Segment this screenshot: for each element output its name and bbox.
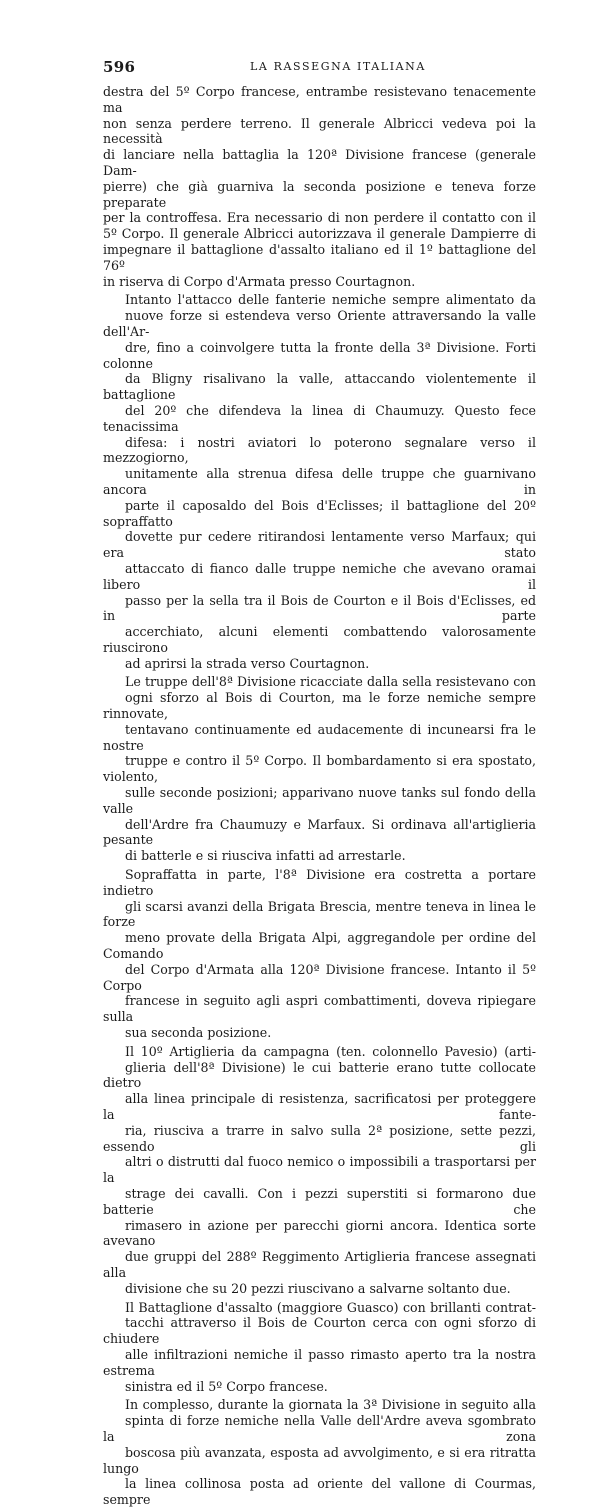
text-line: tentavano continuamente ed audacemente di incunearsi fra le nostre bbox=[103, 721, 536, 753]
text-line: meno provate della Brigata Alpi, aggregandole per ordine del Comando bbox=[103, 930, 536, 962]
body-text bbox=[103, 84, 536, 1508]
text-line: strage dei cavalli. Con i pezzi superstiti si formarono due batterie che bbox=[103, 1185, 536, 1217]
text-line: attaccato di fianco dalle truppe nemiche che avevano oramai libero il bbox=[103, 560, 536, 592]
text-line: del 20º che difendeva la linea di Chaumuzy. Questo fece tenacissima bbox=[103, 402, 536, 434]
paragraph bbox=[103, 1044, 536, 1297]
text-line: Sopraffatta in parte, l'8ª Divisione era costretta a portare indietro bbox=[103, 867, 536, 898]
page-number: 596 bbox=[103, 58, 136, 76]
text-line: spinta di forze nemiche nella Valle dell'Ardre aveva sgombrato la zona bbox=[103, 1413, 536, 1444]
text-line: glieria dell'8ª Divisione) le cui batterie erano tutte collocate dietro bbox=[103, 1059, 536, 1091]
text-line: da Bligny risalivano la valle, attaccando violentemente il battaglione bbox=[103, 371, 536, 403]
text-line: unitamente alla strenua difesa delle truppe che guarnivano ancora in bbox=[103, 466, 536, 497]
text-line: parte il caposaldo del Bois d'Eclisses; il battaglione del 20º sopraffatto bbox=[103, 497, 536, 529]
text-line: tacchi attraverso il Bois de Courton cerca con ogni sforzo di chiudere bbox=[103, 1315, 536, 1347]
text-line: impegnare il battaglione d'assalto italiano ed il 1º battaglione del 76º bbox=[103, 241, 536, 273]
paragraph bbox=[103, 292, 536, 671]
text-line: boscosa più avanzata, esposta ad avvolgimento, e si era ritratta lungo bbox=[103, 1444, 536, 1476]
text-line: per la controffesa. Era necessario di non perdere il contatto con il bbox=[103, 210, 536, 226]
text-line: divisione che su 20 pezzi riuscivano a salvarne soltanto due. bbox=[125, 1280, 511, 1296]
text-line: di batterle e si riusciva infatti ad arrestarle. bbox=[125, 848, 406, 864]
text-line: 5º Corpo. Il generale Albricci autorizzava il generale Dampierre di bbox=[103, 226, 536, 242]
text-line: due gruppi del 288º Reggimento Artiglieria francese assegnati alla bbox=[103, 1249, 536, 1280]
text-line: alla linea principale di resistenza, sacrificatosi per proteggere la fante- bbox=[103, 1091, 536, 1122]
text-line: passo per la sella tra il Bois de Courton e il Bois d'Eclisses, ed in parte bbox=[103, 592, 536, 624]
text-line: di lanciare nella battaglia la 120ª Divisione francese (generale Dam- bbox=[103, 147, 536, 178]
text-line: ogni sforzo al Bois di Courton, ma le forze nemiche sempre rinnovate, bbox=[103, 690, 536, 722]
running-title: LA RASSEGNA ITALIANA bbox=[250, 60, 426, 73]
text-line: Il Battaglione d'assalto (maggiore Guasco) con brillanti contrat- bbox=[125, 1299, 536, 1315]
text-line: accerchiato, alcuni elementi combattendo valorosamente riuscirono bbox=[103, 624, 536, 655]
text-line: non senza perdere terreno. Il generale Albricci vedeva poi la necessità bbox=[103, 115, 536, 147]
paragraph bbox=[103, 84, 536, 289]
text-line: ria, riusciva a trarre in salvo sulla 2ª posizione, sette pezzi, essendo gli bbox=[103, 1122, 536, 1154]
text-line: sulle seconde posizioni; apparivano nuove tanks sul fondo della valle bbox=[103, 785, 536, 816]
text-line: sua seconda posizione. bbox=[125, 1025, 272, 1041]
text-line: alle infiltrazioni nemiche il passo rimasto aperto tra la nostra estrema bbox=[103, 1346, 536, 1378]
paragraph bbox=[103, 867, 536, 1041]
text-line: dell'Ardre fra Chaumuzy e Marfaux. Si ordinava all'artiglieria pesante bbox=[103, 816, 536, 848]
text-line: dre, fino a coinvolgere tutta la fronte della 3ª Divisione. Forti colonne bbox=[103, 339, 536, 371]
paragraph bbox=[103, 674, 536, 864]
text-line: In complesso, durante la giornata la 3ª Divisione in seguito alla bbox=[125, 1397, 536, 1413]
page-header bbox=[103, 58, 536, 74]
paragraph bbox=[103, 1300, 536, 1395]
text-line: nuove forze si estendeva verso Oriente attraversando la valle dell'Ar- bbox=[103, 308, 536, 339]
text-line: gli scarsi avanzi della Brigata Brescia, mentre teneva in linea le forze bbox=[103, 898, 536, 930]
text-line: ad aprirsi la strada verso Courtagnon. bbox=[125, 655, 370, 671]
text-line: Le truppe dell'8ª Divisione ricacciate dalla sella resistevano con bbox=[125, 674, 536, 690]
text-line: dovette pur cedere ritirandosi lentamente verso Marfaux; qui era stato bbox=[103, 529, 536, 561]
text-line: francese in seguito agli aspri combattimenti, doveva ripiegare sulla bbox=[103, 993, 536, 1025]
text-line: in riserva di Corpo d'Armata presso Courtagnon. bbox=[103, 273, 416, 289]
text-line: sinistra ed il 5º Corpo francese. bbox=[125, 1378, 328, 1394]
text-line: del Corpo d'Armata alla 120ª Divisione francese. Intanto il 5º Corpo bbox=[103, 961, 536, 993]
text-line: altri o distrutti dal fuoco nemico o impossibili a trasportarsi per la bbox=[103, 1154, 536, 1186]
text-line: truppe e contro il 5º Corpo. Il bombardamento si era spostato, violento, bbox=[103, 753, 536, 785]
text-line: Il 10º Artiglieria da campagna (ten. colonnello Pavesio) (arti- bbox=[125, 1043, 536, 1059]
text-line: difesa: i nostri aviatori lo poterono segnalare verso il mezzogiorno, bbox=[103, 434, 536, 466]
text-line: rimasero in azione per parecchi giorni ancora. Identica sorte avevano bbox=[103, 1217, 536, 1249]
paragraph bbox=[103, 1397, 536, 1508]
text-line: Intanto l'attacco delle fanterie nemiche sempre alimentato da bbox=[125, 292, 536, 308]
text-line: pierre) che già guarniva la seconda posizione e teneva forze preparate bbox=[103, 178, 536, 210]
text-line: la linea collinosa posta ad oriente del vallone di Courmas, sempre bbox=[103, 1476, 536, 1508]
text-line: destra del 5º Corpo francese, entrambe resistevano tenacemente ma bbox=[103, 84, 536, 115]
